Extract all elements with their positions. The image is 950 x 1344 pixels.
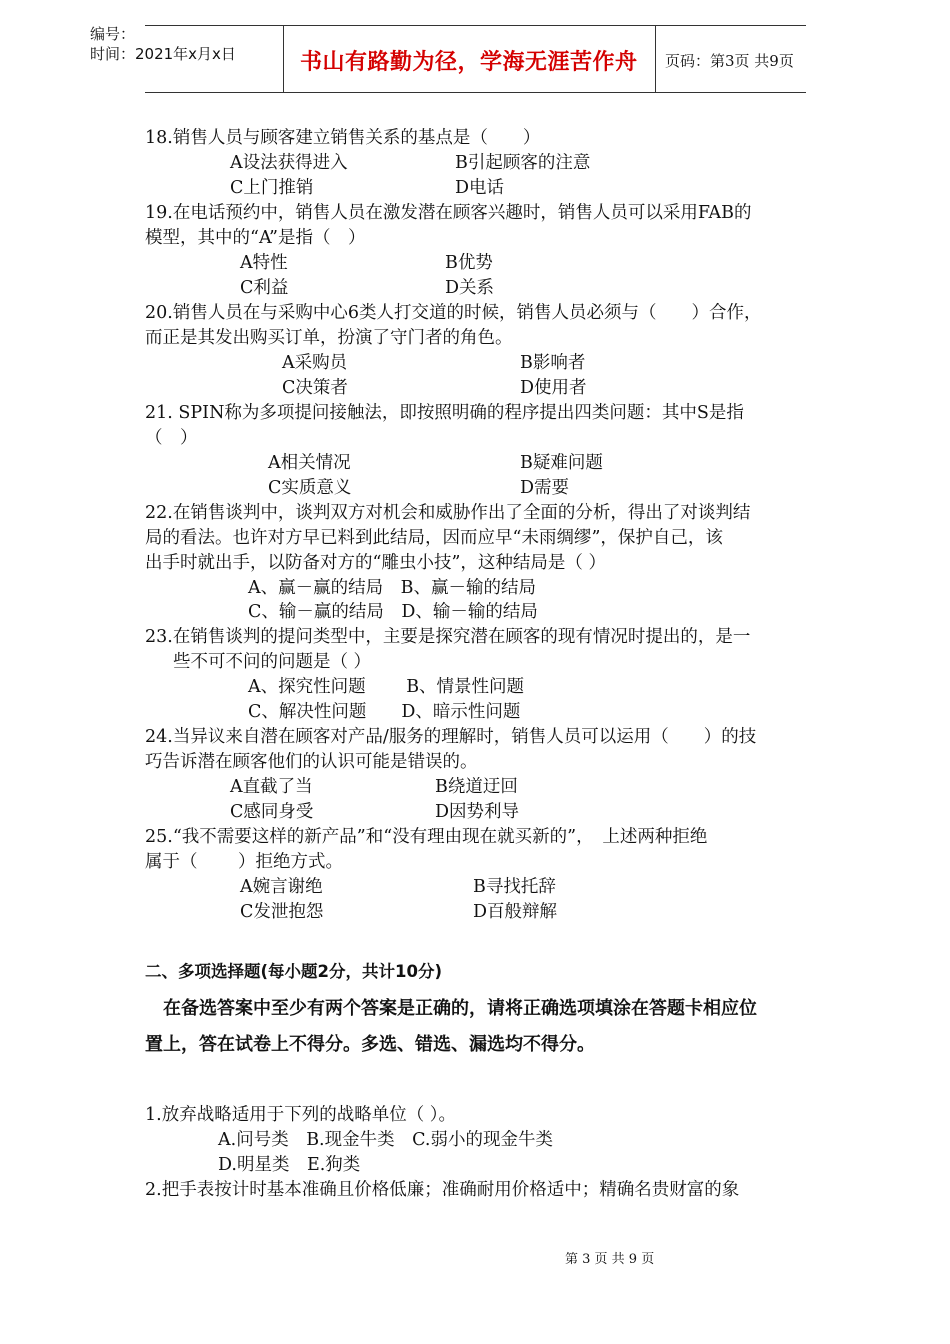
multi-question-1-options-row-2: D.明星类 E.狗类 — [218, 1155, 361, 1175]
question-19-text-line-1: 19.在电话预约中，销售人员在激发潜在顾客兴趣时，销售人员可以采用FAB的 — [145, 203, 752, 223]
question-22-text-line-3: 出手时就出手，以防备对方的“雕虫小技”，这种结局是（ ） — [145, 553, 606, 573]
question-20-text-line-2: 而正是其发出购买订单，扮演了守门者的角色。 — [145, 328, 513, 348]
question-21-option-b: B疑难问题 — [520, 453, 603, 473]
question-22-text-line-1: 22.在销售谈判中，谈判双方对机会和威胁作出了全面的分析，得出了对谈判结 — [145, 503, 751, 523]
question-24-option-b: B绕道迂回 — [435, 777, 518, 797]
question-22-options-row-2: C、输－赢的结局 D、输－输的结局 — [248, 602, 538, 622]
document-time-label: 时间：2021年x月x日 — [90, 45, 236, 63]
question-23-text-line-1: 23.在销售谈判的提问类型中，主要是探究潜在顾客的现有情况时提出的，是一 — [145, 627, 751, 647]
header-divider-left — [283, 25, 284, 93]
question-21-option-a: A相关情况 — [268, 453, 351, 473]
question-21-option-c: C实质意义 — [268, 478, 352, 498]
question-20-option-d: D使用者 — [520, 378, 587, 398]
question-18-option-a: A设法获得进入 — [230, 153, 348, 173]
multi-question-1-text: 1.放弃战略适用于下列的战略单位（ ）。 — [145, 1105, 457, 1125]
question-19-option-a: A特性 — [240, 253, 288, 273]
question-18-option-c: C上门推销 — [230, 178, 314, 198]
question-19-text-line-2: 模型，其中的“A”是指（ ） — [145, 228, 366, 248]
section-2-title: 二、多项选择题(每小题2分，共计10分) — [145, 962, 443, 981]
question-25-option-c: C发泄抱怨 — [240, 902, 324, 922]
question-19-option-b: B优势 — [445, 253, 493, 273]
header-page-info: 页码：第3页 共9页 — [665, 52, 794, 70]
question-19-option-c: C利益 — [240, 278, 289, 298]
header-divider-right — [655, 25, 656, 93]
page-footer: 第 3 页 共 9 页 — [565, 1252, 655, 1267]
question-24-option-c: C感同身受 — [230, 802, 314, 822]
question-25-text-line-1: 25.“我不需要这样的新产品”和“没有理由现在就买新的”， 上述两种拒绝 — [145, 827, 708, 847]
question-21-option-d: D需要 — [520, 478, 570, 498]
question-19-option-d: D关系 — [445, 278, 495, 298]
question-21-text-line-1: 21. SPIN称为多项提问接触法，即按照明确的程序提出四类问题：其中S是指 — [145, 403, 744, 423]
question-25-option-a: A婉言谢绝 — [240, 877, 323, 897]
question-25-text-line-2: 属于（ ）拒绝方式。 — [145, 852, 344, 872]
header-bottom-rule — [145, 92, 806, 93]
multi-question-1-options-row-1: A.问号类 B.现金牛类 C.弱小的现金牛类 — [218, 1130, 553, 1150]
question-20-option-c: C决策者 — [282, 378, 348, 398]
question-20-text-line-1: 20.销售人员在与采购中心6类人打交道的时候，销售人员必须与（ ）合作， — [145, 303, 762, 323]
section-2-instruction-line-2: 置上，答在试卷上不得分。多选、错选、漏选均不得分。 — [145, 1034, 595, 1055]
document-number-label: 编号： — [90, 25, 136, 43]
question-20-option-a: A采购员 — [282, 353, 348, 373]
question-23-options-row-2: C、解决性问题 D、暗示性问题 — [248, 702, 521, 722]
question-18-text: 18.销售人员与顾客建立销售关系的基点是（ ） — [145, 128, 541, 148]
question-24-option-a: A直截了当 — [230, 777, 313, 797]
question-18-option-d: D电话 — [455, 178, 505, 198]
question-23-text-line-2: 些不可不问的问题是（ ） — [173, 652, 372, 672]
section-2-instruction-line-1: 在备选答案中至少有两个答案是正确的，请将正确选项填涂在答题卡相应位 — [163, 998, 757, 1019]
question-18-option-b: B引起顾客的注意 — [455, 153, 591, 173]
question-23-options-row-1: A、探究性问题 B、情景性问题 — [248, 677, 525, 697]
question-20-option-b: B影响者 — [520, 353, 586, 373]
header-motto: 书山有路勤为径，学海无涯苦作舟 — [300, 50, 638, 75]
multi-question-2-text: 2.把手表按计时基本准确且价格低廉；准确耐用价格适中；精确名贵财富的象 — [145, 1180, 740, 1200]
question-24-text-line-1: 24.当异议来自潜在顾客对产品/服务的理解时，销售人员可以运用（ ）的技 — [145, 727, 757, 747]
question-25-option-d: D百般辩解 — [473, 902, 558, 922]
question-24-text-line-2: 巧告诉潜在顾客他们的认识可能是错误的。 — [145, 752, 478, 772]
question-22-text-line-2: 局的看法。也许对方早已料到此结局，因而应早“未雨绸缪”，保护自己，该 — [145, 528, 723, 548]
question-24-option-d: D因势利导 — [435, 802, 520, 822]
question-22-options-row-1: A、赢－赢的结局 B、赢－输的结局 — [248, 578, 536, 598]
question-21-text-line-2: （ ） — [145, 428, 198, 448]
question-25-option-b: B寻找托辞 — [473, 877, 556, 897]
header-top-rule — [145, 25, 806, 26]
